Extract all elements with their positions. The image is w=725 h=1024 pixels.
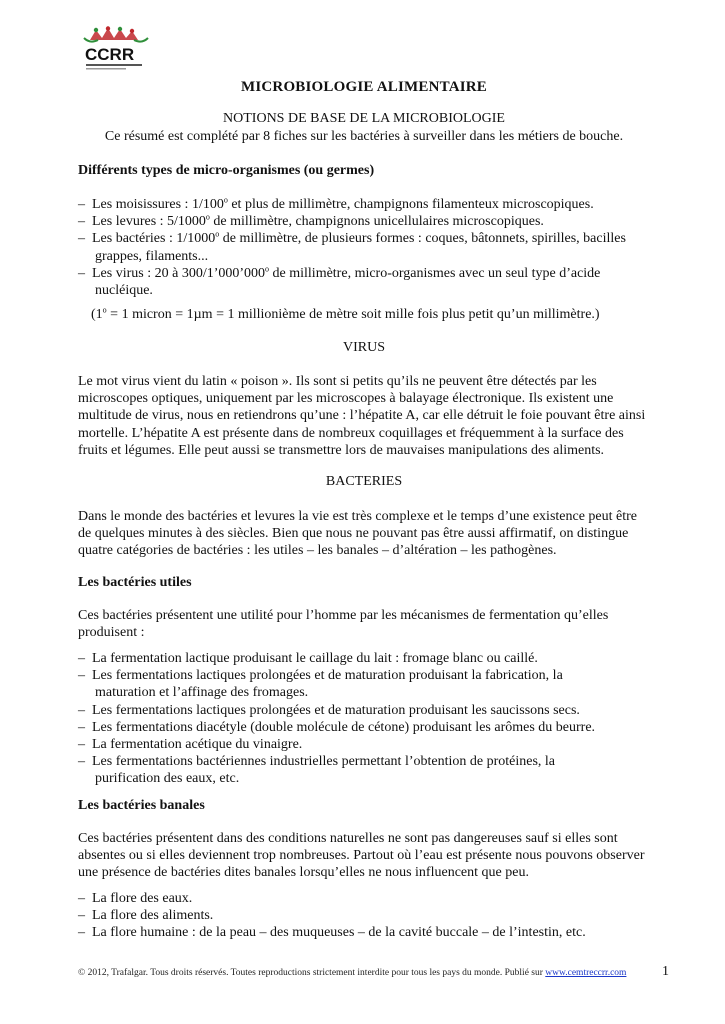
page-number: 1	[662, 964, 669, 979]
virus-paragraph: Le mot virus vient du latin « poison ». Ils sont si petits qu’ils ne peuvent être détectés par les microscopes optiques, uniquement par les microscopes à balayage électronique. Ils existent une multitude de virus, nous en retiendrons qu’une : l’hépatite A, car elle détruit le foie pouvant être ainsi mortelle. L’hépatite A est présente dans de nombreux coquillages et fréquemment à la surface des fruits et légumes. Elle peut aussi se transmettre lors de mauvaises manipulations des aliments.	[78, 374, 646, 458]
logo-text: CCRR	[85, 45, 135, 64]
bacteries-paragraph: Dans le monde des bactéries et levures la vie est très complexe et le temps d’une existence peut être de quelques minutes à des siècles. Bien que nous ne pouvant pas être aussi affirmatif, on distingue quatre catégories de bactéries : les utiles – les banales – d’altération – les pathogènes.	[78, 509, 638, 559]
logo-crown-icon	[84, 26, 148, 41]
footer-copyright: © 2012, Trafalgar. Tous droits réservés. Toutes reproductions strictement interdite pour tous les pays du monde. Publié sur www.cemtreccrr.com	[78, 968, 627, 978]
list-item: – La flore des eaux.	[78, 890, 653, 907]
list-item: – La fermentation lactique produisant le caillage du lait : fromage blanc ou caillé.	[78, 650, 653, 667]
list-item: – La fermentation acétique du vinaigre.	[78, 736, 653, 753]
list-item: – Les fermentations diacétyle (double molécule de cétone) produisant les arômes du beurre.	[78, 719, 653, 736]
list-item: – Les fermentations bactériennes industrielles permettant l’obtention de protéines, la purification des eaux, etc.	[78, 753, 653, 787]
list-item: – Les moisissures : 1/100$^o$ et plus de millimètre, champignons filamenteux microscopiques.	[78, 196, 653, 213]
page-subtitle: NOTIONS DE BASE DE LA MICROBIOLOGIE	[223, 111, 505, 126]
utiles-paragraph: Ces bactéries présentent une utilité pour l’homme par les mécanismes de fermentation qu’elles produisent :	[78, 608, 609, 641]
section-heading-banales: Les bactéries banales	[78, 798, 205, 813]
micron-note: ($1^o = 1$ micron = 1µm = 1 millionième de mètre soit mille fois plus petit qu’un millimètre.)	[91, 305, 600, 322]
page-title: MICROBIOLOGIE ALIMENTAIRE	[240, 79, 487, 95]
list-item: – Les virus : 20 à 300/1’000’000$^o$ de millimètre, micro-organismes avec un seul type d’acide nucléique.	[78, 265, 653, 299]
virus-heading: VIRUS	[342, 340, 385, 355]
list-item: – Les fermentations lactiques prolongées et de maturation produisant la fabrication, la maturation et l’affinage des fromages.	[78, 667, 653, 701]
list-item: – Les fermentations lactiques prolongées et de maturation produisant les saucissons secs.	[78, 702, 653, 719]
list-item: – La flore des aliments.	[78, 907, 653, 924]
list-item: – La flore humaine : de la peau – des muqueuses – de la cavité buccale – de l’intestin, etc.	[78, 924, 653, 941]
list-item: – Les levures : 5/1000$^o$ de millimètre, champignons unicellulaires microscopiques.	[78, 213, 653, 230]
bacteries-heading: BACTERIES	[325, 474, 403, 489]
utiles-list	[78, 650, 653, 788]
banales-paragraph: Ces bactéries présentent dans des conditions naturelles ne sont pas dangereuses sauf si elles sont absentes ou si elles deviennent trop nombreuses. Partout où l’eau est présente nous pouvons observer une présence de bactéries dites banales lorsqu’elles ne nous influencent que peu.	[78, 831, 645, 881]
types-list	[78, 196, 653, 299]
footer-website-link[interactable]: www.cemtreccrr.com	[545, 968, 627, 978]
ccrr-logo	[80, 26, 152, 72]
banales-list	[78, 890, 653, 942]
intro-text: Ce résumé est complété par 8 fiches sur les bactéries à surveiller dans les métiers de bouche.	[104, 129, 624, 144]
section-heading-types: Différents types de micro-organismes (ou germes)	[78, 163, 375, 178]
list-item: – Les bactéries : 1/1000$^o$ de millimètre, de plusieurs formes : coques, bâtonnets, spirilles, bacilles grappes, filaments...	[78, 230, 653, 264]
section-heading-utiles: Les bactéries utiles	[78, 575, 192, 590]
